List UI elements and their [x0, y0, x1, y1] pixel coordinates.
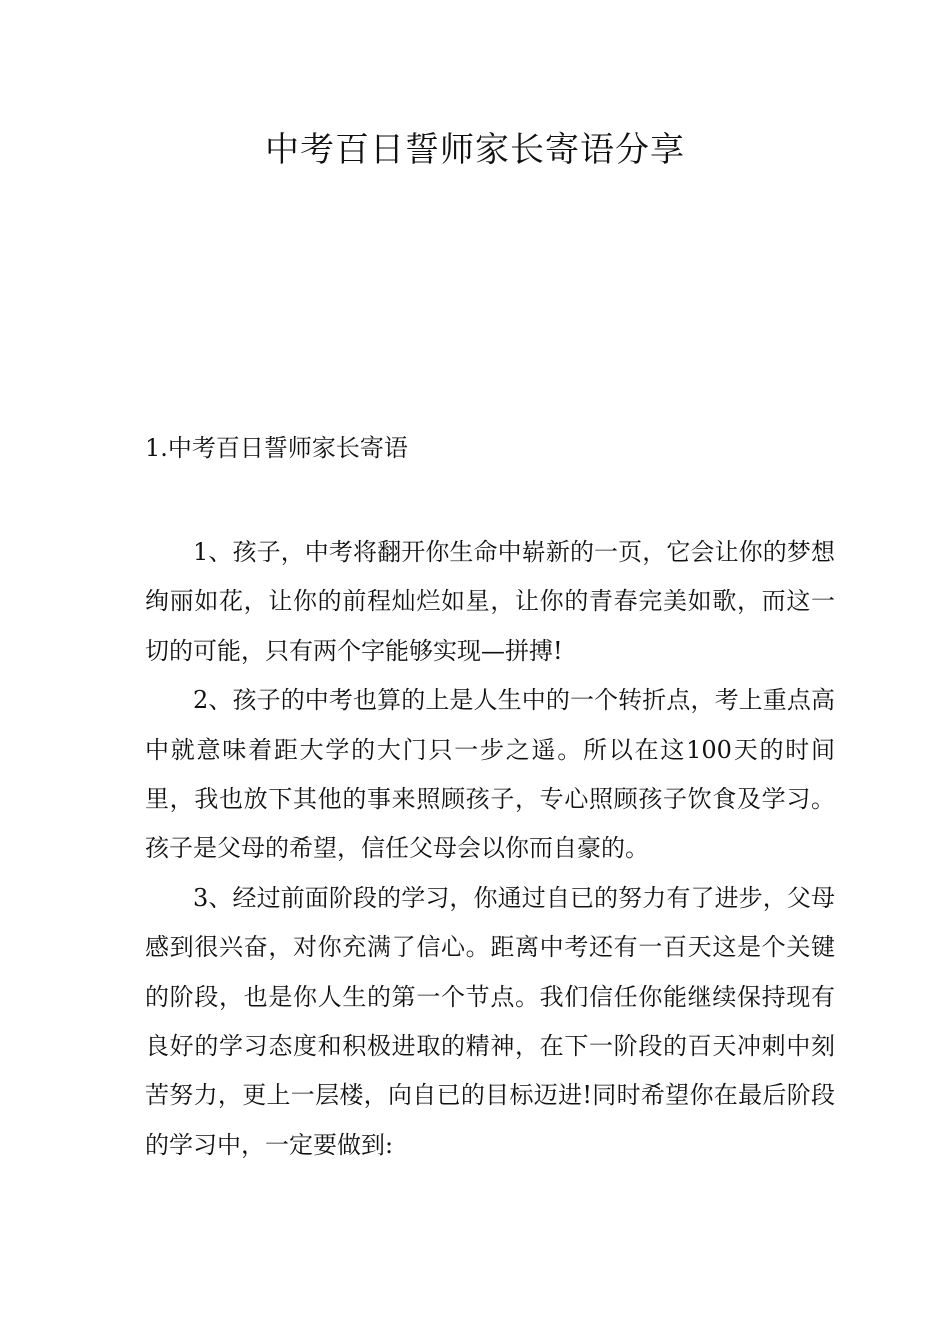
paragraph-2: 2、孩子的中考也算的上是人生中的一个转折点，考上重点高中就意味着距大学的大门只一步之遥。所以在这100天的时间里，我也放下其他的事来照顾孩子，专心照顾孩子饮食及学习。孩子是父母的希望，信任父母会以你而自豪的。 [145, 686, 835, 863]
paragraph-1: 1、孩子，中考将翻开你生命中崭新的一页，它会让你的梦想绚丽如花，让你的前程灿烂如星，让你的青春完美如歌，而这一切的可能，只有两个字能够实现—拼搏! [145, 538, 835, 665]
section-heading: 1.中考百日誓师家长寄语 [145, 434, 408, 462]
paragraph-3: 3、经过前面阶段的学习，你通过自已的努力有了进步，父母感到很兴奋，对你充满了信心。距离中考还有一百天这是个关键的阶段，也是你人生的第一个节点。我们信任你能继续保持现有良好的学习态度和积极进取的精神，在下一阶段的百天冲刺中刻苦努力，更上一层楼，向自已的目标迈进!同时希望你在最后阶段的学习中，一定要做到: [145, 883, 835, 1159]
document-body [145, 528, 835, 1170]
document-title: 中考百日誓师家长寄语分享 [265, 130, 685, 170]
